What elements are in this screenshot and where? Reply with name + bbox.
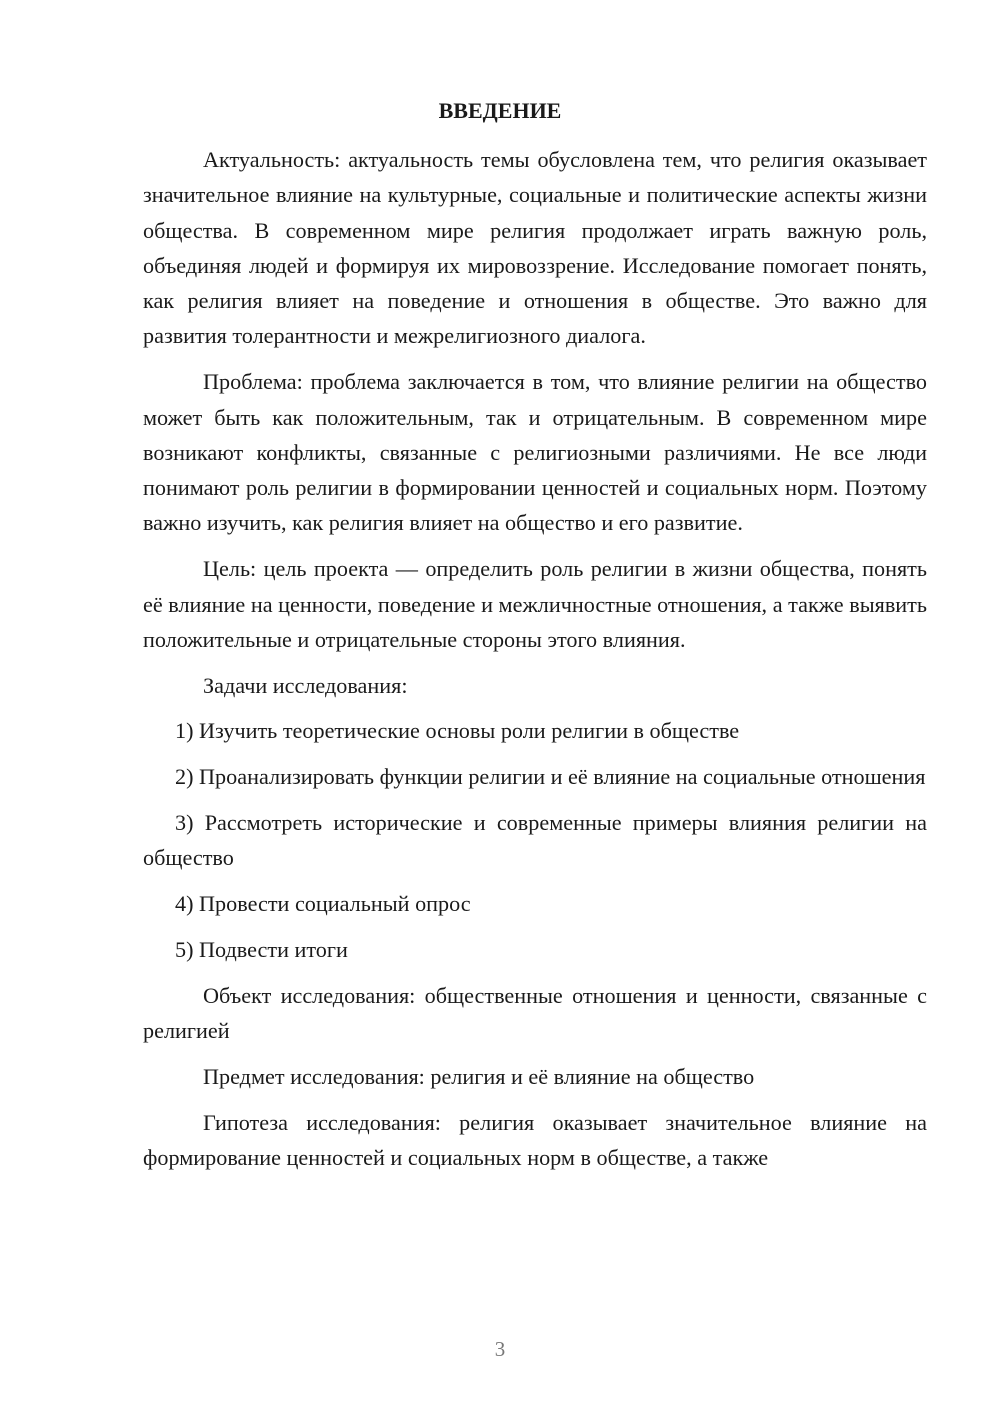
task-item: 3) Рассмотреть исторические и современные примеры влияния религии на общество <box>143 810 927 871</box>
goal-paragraph: Цель: цель проекта — определить роль религии в жизни общества, понять её влияние на ценности, поведение и межличностные отношения, а также выявить положительные и отрицательные стороны этого влияния. <box>143 556 927 652</box>
research-subject: Предмет исследования: религия и её влияние на общество <box>203 1063 755 1089</box>
tasks-heading: Задачи исследования: <box>203 672 408 698</box>
page-number: 3 <box>494 1337 506 1361</box>
task-item: 1) Изучить теоретические основы роли религии в обществе <box>175 718 740 744</box>
section-title: ВВЕДЕНИЕ <box>438 98 562 123</box>
relevance-paragraph: Актуальность: актуальность темы обусловлена тем, что религия оказывает значительное влияние на культурные, социальные и политические аспекты жизни общества. В современном мире религия продолжает играть важную роль, объединяя людей и формируя их мировоззрение. Исследование помогает понять, как религия влияет на поведение и отношения в обществе. Это важно для развития толерантности и межрелигиозного диалога. <box>143 147 927 349</box>
task-item: 5) Подвести итоги <box>175 936 348 962</box>
research-hypothesis: Гипотеза исследования: религия оказывает значительное влияние на формирование ценностей и социальных норм в обществе, а также <box>143 1109 927 1170</box>
task-item: 2) Проанализировать функции религии и её влияние на социальные отношения <box>175 764 926 790</box>
task-item: 4) Провести социальный опрос <box>175 891 471 917</box>
problem-paragraph: Проблема: проблема заключается в том, что влияние религии на общество может быть как положительным, так и отрицательным. В современном мире возникают конфликты, связанные с религиозными различиями. Не все люди понимают роль религии в формировании ценностей и социальных норм. Поэтому важно изучить, как религия влияет на общество и его развитие. <box>143 369 927 536</box>
body-text <box>143 142 927 1186</box>
research-object: Объект исследования: общественные отношения и ценности, связанные с религией <box>143 982 927 1044</box>
